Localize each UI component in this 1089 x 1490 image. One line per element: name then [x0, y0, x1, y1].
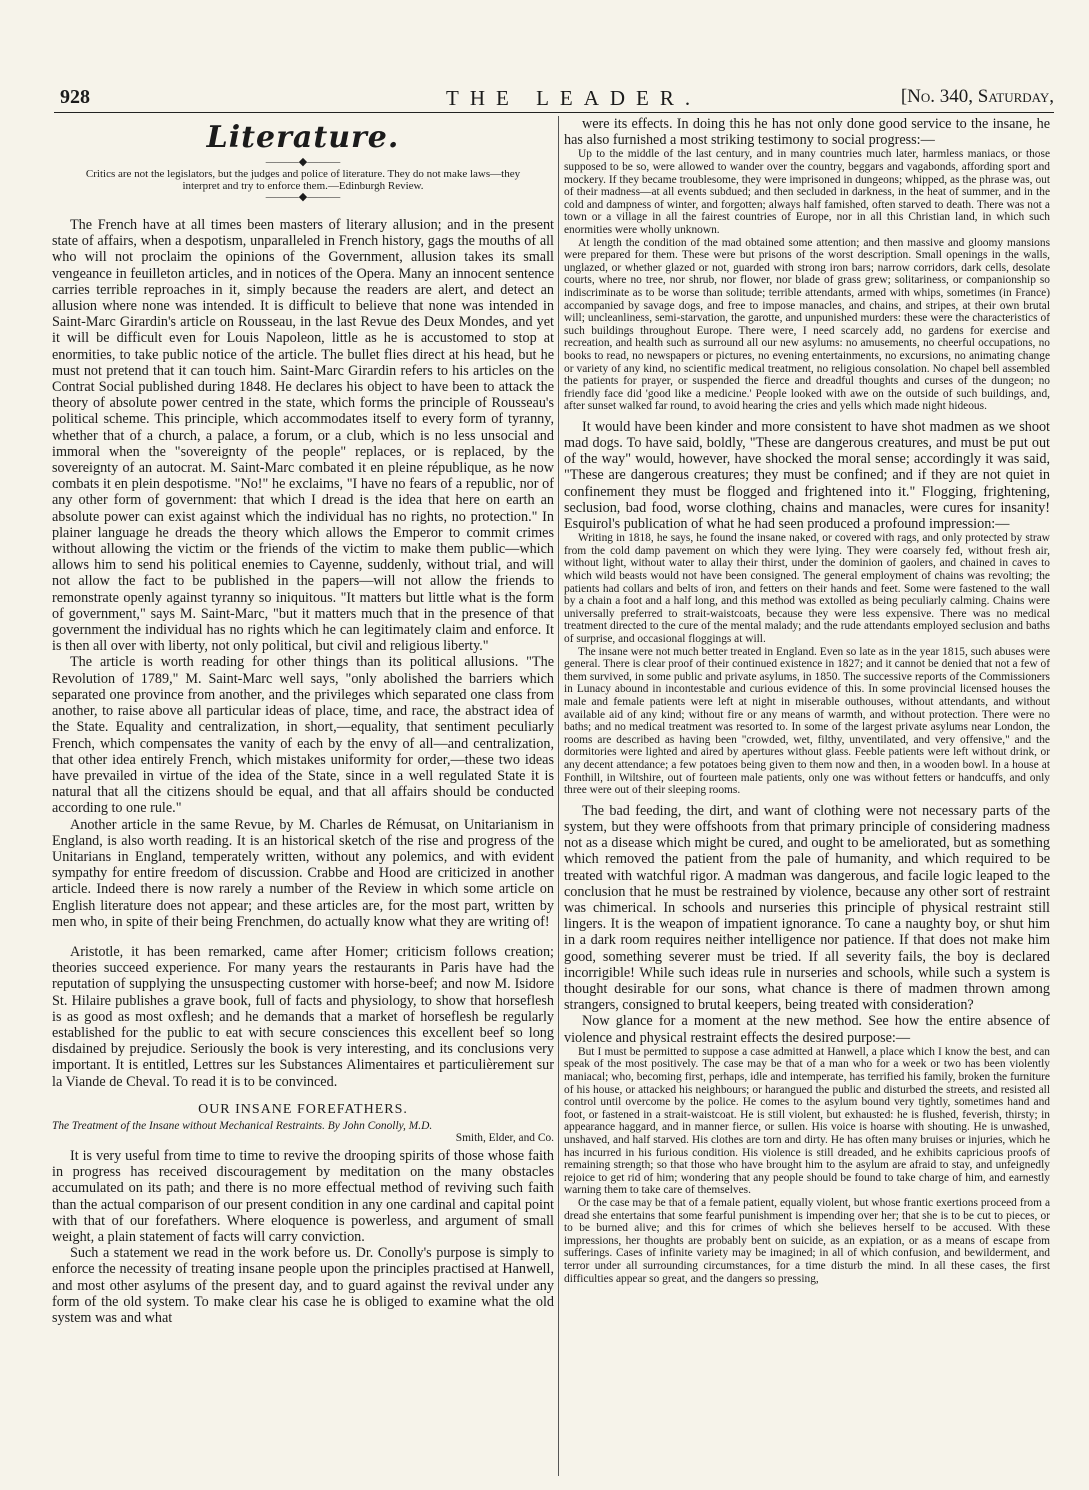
paragraph: The article is worth reading for other things than its political allusions. "The Revolution of 1789," M. Saint-Marc well says, "only abolished the barriers which separated one province from another, and the privileges which separated one class from another, to raise above all particular ideas of place, time, and race, the abstract idea of the State. Equality and centralization, in short,—equality, that sentiment peculiarly French, which compensates the vanity of each by the envy of all—and centralization, that other idea entirely French, which mistakes uniformity for order,—these two ideas have prevailed in virtue of the idea of the State, since in a well regulated State it is natural that all the citizens should be equal, and that all affairs should be conducted according to one rule.": [52, 654, 554, 817]
ornament-divider: ———◆———: [265, 191, 341, 203]
paragraph: The French have at all times been masters of literary allusion; and in the present state of affairs, when a despotism, unparalleled in French history, gags the mouths of all who will not proclaim the opinions of the Government, allusion takes its small vengeance in feuilleton articles, and in notices of the Opera. Many an innocent sentence carries terrible reproaches in it, simply because the readers are alert, and detect an allusion where none was intended. It is difficult to believe that none was intended in Saint-Marc Girardin's article on Rousseau, in the last Revue des Deux Mondes, and yet it will be difficult even for Louis Napoleon, little as he is accustomed to stop at enormities, to take public notice of the article. The bullet flies direct at his head, but he must not pretend that it can touch him. Saint-Marc Girardin refers to his articles on the Contrat Social published during 1848. He declares his object to have been to attack the theory of absolute power centred in the state, which forms the principle of Rousseau's political scheme. This principle, which accommodates itself to every form of tyranny, whether that of a church, a palace, a forum, or a club, which is no less unsocial and immoral when the "sovereignty of the people" replaces, or is replaced, by the sovereignty of an autocrat. M. Saint-Marc combated it en pleine république, as he now combats it en plein despotisme. "No!" he exclaims, "I have no fears of a republic, nor of any other form of government: that which I dread is the idea that here on earth an absolute power can exist against which the individual has no rights, no protection." In plainer language he dreads the theory which allows the Emperor to commit crimes without allowing the victim or the friends of the victim to make them public—which allows him to send his political enemies to Cayenne, suddenly, without trial, and will not allow the fact to be published in the papers—will not allow the friends to remonstrate openly against tyranny so iniquitous. "It matters but little what is the form of government," says M. Saint-Marc, "but it matters much that in the presence of that government the individual has no rights which he can legitimately claim and enforce. It is then all over with liberty, not only political, but civil and religious liberty.": [52, 217, 554, 655]
paragraph: Such a statement we read in the work before us. Dr. Conolly's purpose is simply to enforce the necessity of treating insane people upon the principles practised at Hanwell, and most other asylums of the present day, and to guard against the revival under any form of the old system. To make clear his case he is obliged to examine what the old system was and what: [52, 1245, 554, 1326]
section-heading: Literature.: [206, 120, 400, 155]
issue-info: [No. 340, Saturday,: [900, 86, 1054, 107]
column-rule: [558, 116, 559, 1476]
page-number: 928: [60, 86, 90, 108]
quotation: Up to the middle of the last century, and in many countries much later, harmless maniacs, or those supposed to be so, were allowed to wander over the country, beggars and vagabonds, affording sport and mockery. If they became troublesome, they were imprisoned in dungeons; whipped, as the phrase was, out of their madness—at all events subdued; and then secluded in darkness, in the heat of summer, and in the cold and dampness of winter, and forgotten; always half famished, often starved to death. There was not a town or a village in all the fairest countries of Europe, nor in all this Christian land, in which such enormities were wholly unknown.: [564, 148, 1050, 236]
paragraph: Now glance for a moment at the new method. See how the entire absence of violence and physical restraint effects the desired purpose:—: [564, 1013, 1050, 1046]
paragraph: It is very useful from time to time to revive the drooping spirits of those whose faith in progress has received discouragement by meditation on the many obstacles accumulated on its path; and there is no more effectual method of reviving such faith than the actual comparison of our present condition in any one cardinal and capital point with that of our forefathers. Where eloquence is powerless, and argument of small weight, a plain statement of facts will carry conviction.: [52, 1147, 554, 1245]
left-column: [52, 116, 554, 1476]
paragraph: Another article in the same Revue, by M. Charles de Rémusat, on Unitarianism in England, is also worth reading. It is an historical sketch of the rise and progress of the Unitarians in England, temperately written, without any polemics, and with evident sympathy for entire freedom of discussion. Crabbe and Hood are criticized in another article. Indeed there is now rarely a number of the Review in which some article on English literature does not appear; and these articles are, for the most part, written by men who, in spite of their being Frenchmen, do actually know what they are writing of!: [52, 816, 554, 930]
quotation: But I must be permitted to suppose a case admitted at Hanwell, a place which I know the best, and can speak of the most positively. The case may be that of a man who for a week or two has been violently maniacal; who, becoming first, perhaps, idle and intemperate, has terrified his family, broken the furniture of his house, or attacked his neighbours; or harangued the public and disturbed the streets, and resisted all control until overcome by the police. He comes to the asylum bound very tightly, sometimes hand and foot, or fastened in a strait-waistcoat. He is still violent, but exhausted: he is flushed, feverish, thirsty; in appearance haggard, and in manner fierce, or sullen. His voice is hoarse with shouting. He is unwashed, unshaved, and half starved. His clothes are torn and dirty. He has often many bruises or injuries, which he has incurred in his furious condition. His violence is still dreaded, and he exhibits capricious proofs of remaining strength; so that those who have brought him to the asylum are afraid to stay, and unfeignedly rejoice to get rid of him; wondering that any people should be found to take charge of him, and earnestly warning them to take care of themselves.: [564, 1045, 1050, 1197]
quotation: At length the condition of the mad obtained some attention; and then massive and gloomy mansions were prepared for them. These were but prisons of the worst description. Small openings in the walls, unglazed, or whether glazed or not, guarded with strong iron bars; narrow corridors, dark cells, desolate courts, where no tree, nor shrub, nor flower, nor blade of grass grew; solitariness, or companionship so indiscriminate as to be worse than solitude; terrible attendants, armed with whips, sometimes (in France) accompanied by savage dogs, and free to impose manacles, and chains, and stripes, at their own brutal will; uncleanliness, semi-starvation, the garotte, and unpunished murders: these were the characteristics of such buildings throughout Europe. There were, I need scarcely add, no gardens for exercise and recreation, and health such as surround all our new asylums: no amusements, no cheerful occupations, no books to read, no newspapers or pictures, no evening entertainments, no excursions, no animating change or variety of any kind, no scientific medical treatment, no religious consolation. No chapel bell assembled the patients for prayer, or suspended the fierce and dreadful thoughts and curses of the dungeon; no friendly face did 'good like a medicine.' People looked with awe on the outside of such buildings, and, after sunset walked far round, to avoid hearing the cries and yells which made night hideous.: [564, 236, 1050, 413]
paragraph: The bad feeding, the dirt, and want of clothing were not necessary parts of the system, but they were offshoots from that primary principle of considering madness not as a disease which might be cured, and ought to be ameliorated, but as something which removed the patient from the pale of humanity, and which required to be treated with watchful rigor. A madman was dangerous, and facile logic leaped to the conclusion that he must be restrained by violence, because any other sort of restraint was chimerical. In schools and nurseries this principle of physical restraint still lingers. It is the weapon of impatient ignorance. To cane a naughty boy, or shut him in a dark room requires neither intelligence nor patience. If that does not make him good, something severer must be tried. If all severity fails, the boy is declared incorrigible! While such ideas rule in nurseries and schools, while such a system is thought desirable for our sons, what chance is there of madmen thrown among strangers, consigned to brutal keepers, being treated with consideration?: [564, 802, 1050, 1014]
paragraph: Aristotle, it has been remarked, came after Homer; criticism follows creation; theories succeed experience. For many years the restaurants in Paris have had the reputation of supplying the unsuspecting customer with horse-beef; and now M. Isidore St. Hilaire publishes a grave book, full of facts and physiology, to show that horseflesh is as good as most oxflesh; and he demands that a market of horseflesh be regularly established for the public to eat with secure consciences this excellent beef so long disdained by prejudice. Seriously the book is very interesting, and its conclusions very important. It is entitled, Lettres sur les Substances Alimentaires et particulièrement sur la Viande de Cheval. To read it is to be convinced.: [52, 943, 554, 1090]
right-column: [564, 116, 1050, 1476]
article-publisher: Smith, Elder, and Co.: [455, 1132, 554, 1145]
page-header: [54, 86, 1054, 113]
article-byline: The Treatment of the Insane without Mechanical Restraints. By John Conolly, M.D.: [52, 1119, 433, 1132]
quotation: Or the case may be that of a female patient, equally violent, but whose frantic exertions proceed from a dread she entertains that some fearful punishment is impending over her; that she is to be cut to pieces, or to be burned alive; and this for crimes of which she believes herself to be accused. With these impressions, her thoughts are probably bent on suicide, as an expiation, or as a means of escape from sufferings. Cases of infinite variety may be imagined; in all of which confusion, and bewilderment, and terror under all surrounding circumstances, for a time disturb the mind. In all these cases, the first difficulties appear so great, and the dangers so pressing,: [564, 1196, 1050, 1285]
quotation: Writing in 1818, he says, he found the insane naked, or covered with rags, and only protected by straw from the cold damp pavement on which they were lying. They were coarsely fed, without fresh air, without light, without water to allay their thirst, under the dominion of gaolers, and chained in caves to which wild beasts would not have been consigned. The general employment of chains was revolting; the patients had collars and belts of iron, and fetters on their hands and feet. Some were fastened to the wall by a chain a foot and a half long, and this method was extolled as being peculiarly calming. Chains were universally preferred to strait-waistcoats, because they were less expensive. There was no medical treatment directed to the cure of the mental malady; and the rude attendants employed seclusion and baths of surprise, and occasional floggings at will.: [564, 532, 1050, 646]
paragraph: It would have been kinder and more consistent to have shot madmen as we shoot mad dogs. To have said, boldly, "These are dangerous creatures, and must be put out of the way" would, however, have shocked the moral sense; accordingly it was said, "These are dangerous creatures; they must be confined; and if they are not quiet in confinement they must be flogged and frightened into it." Flogging, frightening, seclusion, bad food, worse clothing, chains and manacles, were cures for insanity! Esquirol's publication of what he had seen produced a profound impression:—: [564, 418, 1050, 533]
section-motto: Critics are not the legislators, but the judges and police of literature. They do not make laws—they interpret and try to enforce them.—Edinburgh Review.: [85, 168, 521, 192]
quotation: The insane were not much better treated in England. Even so late as in the year 1815, such abuses were general. There is clear proof of their continued existence in 1827; and it cannot be denied that not a few of them survived, in some public and private asylums, in 1850. The successive reports of the Commissioners in Lunacy abound in incontestable and curious evidence of this. In some provincial licensed houses the male and female patients were left at night in miserable outhouses, without attendants, and without available aid of any kind; without fire or any means of warmth, and without protection. There were no baths; and no medical treatment was resorted to. In some of the largest private asylums near London, the rooms are described as having been "crowded, wet, filthy, unventilated, and very offensive," and the dormitories were lighted and aired by apertures without glass. Feeble patients were left without drink, or any decent attendance; a few potatoes being given to them now and then, in a wooden bowl. In a house at Fonthill, in Wiltshire, out of fourteen male patients, only one was without fetters or handcuffs, and only three were out of their sleeping rooms.: [564, 645, 1050, 797]
paragraph: were its effects. In doing this he has not only done good service to the insane, he has also furnished a most striking testimony to social progress:—: [564, 116, 1050, 149]
ornament-divider: ———◆———: [265, 156, 341, 168]
article-title: OUR INSANE FOREFATHERS.: [198, 1101, 408, 1117]
masthead-title: THE LEADER.: [446, 86, 702, 110]
